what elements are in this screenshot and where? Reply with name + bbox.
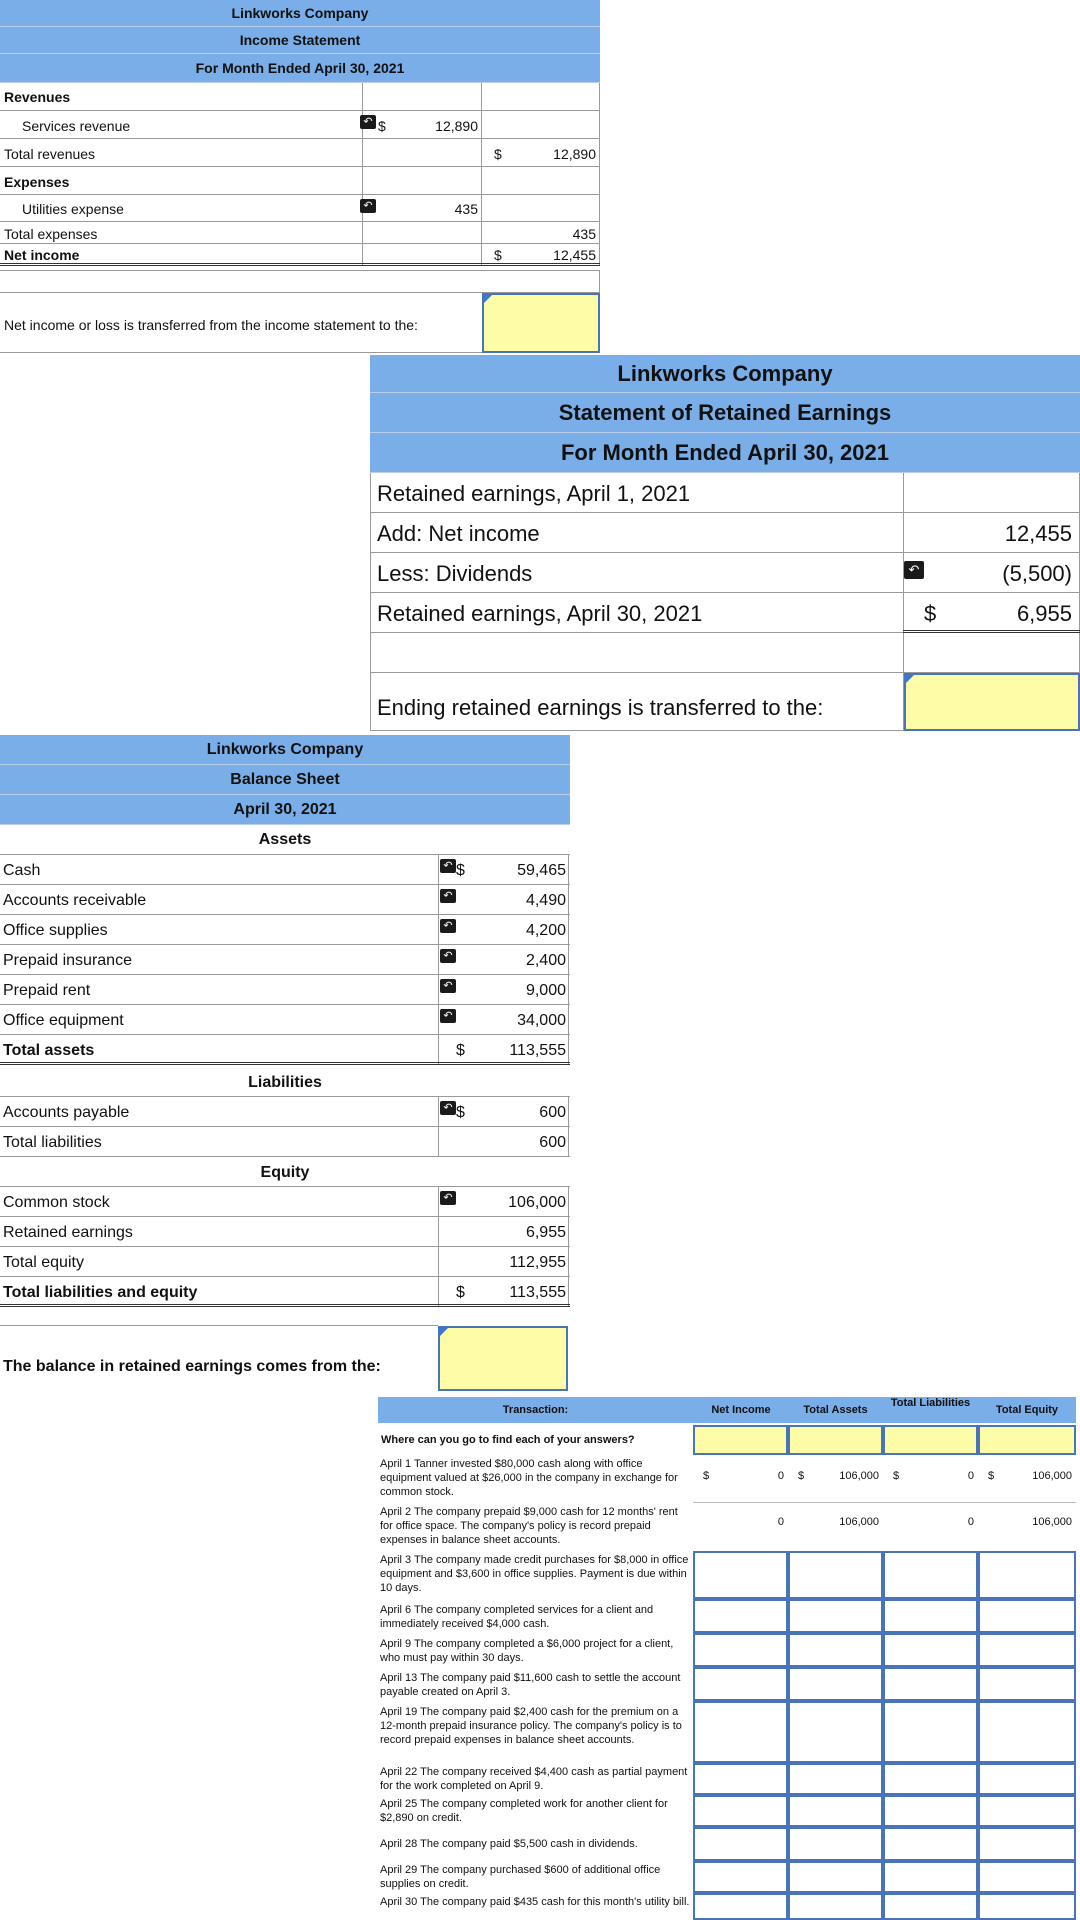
dropdown-arrow-icon[interactable]: ↶ bbox=[440, 979, 456, 993]
transaction-text: April 29 The company purchased $600 of additional office supplies on credit. bbox=[380, 1864, 661, 1890]
where-net-income-input[interactable] bbox=[693, 1425, 788, 1455]
retained-period: For Month Ended April 30, 2021 bbox=[370, 433, 1080, 473]
total-liabilities-value[interactable]: 0 bbox=[967, 1516, 974, 1528]
total-liabilities-input[interactable] bbox=[883, 1551, 978, 1599]
transaction-text: April 30 The company paid $435 cash for this month's utility bill. bbox=[380, 1896, 690, 1908]
total-liabilities-input[interactable] bbox=[883, 1827, 978, 1861]
asset-value[interactable]: 59,465 bbox=[517, 862, 566, 879]
total-equity-cell bbox=[978, 1455, 1076, 1503]
total-assets-input[interactable] bbox=[788, 1667, 883, 1701]
retained-end-label: Retained earnings, April 30, 2021 bbox=[377, 601, 703, 626]
asset-label: Office supplies bbox=[3, 922, 108, 939]
total-equity-cell bbox=[978, 1503, 1076, 1551]
transaction-text: April 2 The company prepaid $9,000 cash for 12 months' rent for office space. The company's policy is record prepaid expenses in balance sheet accounts. bbox=[380, 1506, 678, 1546]
retained-company: Linkworks Company bbox=[370, 355, 1080, 393]
total-assets-input[interactable] bbox=[788, 1827, 883, 1861]
total-expenses-value[interactable]: 435 bbox=[572, 226, 596, 242]
income-statement bbox=[0, 0, 600, 355]
asset-label: Prepaid insurance bbox=[3, 952, 132, 969]
total-le-value[interactable]: 113,555 bbox=[509, 1284, 566, 1301]
asset-label: Prepaid rent bbox=[3, 982, 91, 999]
total-assets-input[interactable] bbox=[788, 1893, 883, 1920]
income-period: For Month Ended April 30, 2021 bbox=[0, 54, 600, 83]
total-liabilities-input[interactable] bbox=[883, 1701, 978, 1763]
where-total-equity-input[interactable] bbox=[978, 1425, 1076, 1455]
common-stock-label: Common stock bbox=[3, 1194, 110, 1211]
transaction-text: April 3 The company made credit purchases for $8,000 in office equipment and $3,600 in office supplies. Payment is due within 10 days. bbox=[380, 1554, 689, 1594]
transaction-text: April 28 The company paid $5,500 cash in dividends. bbox=[380, 1838, 638, 1850]
total-le-label: Total liabilities and equity bbox=[3, 1284, 198, 1301]
total-liabilities-input[interactable] bbox=[883, 1893, 978, 1920]
total-equity-input[interactable] bbox=[978, 1701, 1076, 1763]
equity-heading: Equity bbox=[0, 1159, 570, 1187]
dollar-sign: $ bbox=[703, 1470, 710, 1482]
total-equity-value[interactable]: 112,955 bbox=[509, 1254, 566, 1271]
total-revenues-label: Total revenues bbox=[4, 146, 96, 162]
total-assets-value[interactable]: 106,000 bbox=[839, 1516, 879, 1528]
total-equity-input[interactable] bbox=[978, 1893, 1076, 1920]
total-assets-input[interactable] bbox=[788, 1763, 883, 1795]
header-total-liabilities: Total Liabilities bbox=[890, 1397, 971, 1409]
asset-value[interactable]: 9,000 bbox=[525, 982, 566, 999]
services-revenue-value[interactable]: 12,890 bbox=[435, 118, 478, 134]
revenues-heading: Revenues bbox=[4, 89, 71, 105]
income-title: Income Statement bbox=[0, 27, 600, 54]
retained-begin-label: Retained earnings, April 1, 2021 bbox=[377, 481, 691, 506]
dropdown-arrow-icon[interactable]: ↶ bbox=[440, 949, 456, 963]
net-income-input[interactable] bbox=[693, 1599, 788, 1633]
net-income-input[interactable] bbox=[693, 1893, 788, 1920]
where-total-assets-input[interactable] bbox=[788, 1425, 883, 1455]
retained-earnings-label: Retained earnings bbox=[3, 1224, 133, 1241]
add-net-income-value[interactable]: 12,455 bbox=[1004, 521, 1072, 546]
total-assets-dollar: $ bbox=[456, 1042, 465, 1059]
total-le-dollar: $ bbox=[456, 1284, 465, 1301]
less-dividends-label: Less: Dividends bbox=[377, 561, 533, 586]
asset-value[interactable]: 4,200 bbox=[525, 922, 566, 939]
asset-label: Cash bbox=[3, 862, 41, 879]
total-liabilities-value[interactable]: 600 bbox=[539, 1134, 566, 1151]
dropdown-arrow-icon[interactable]: ↶ bbox=[440, 1191, 456, 1205]
header-transaction: Transaction: bbox=[502, 1404, 569, 1416]
dollar-sign: $ bbox=[893, 1470, 900, 1482]
asset-value[interactable]: 2,400 bbox=[525, 952, 566, 969]
total-assets-input[interactable] bbox=[788, 1633, 883, 1667]
total-expenses-label: Total expenses bbox=[4, 226, 98, 242]
dollar-sign: $ bbox=[988, 1470, 995, 1482]
net-income-input[interactable] bbox=[693, 1667, 788, 1701]
balance-title: Balance Sheet bbox=[0, 765, 570, 795]
total-revenues-value[interactable]: 12,890 bbox=[553, 146, 596, 162]
transaction-text: April 9 The company completed a $6,000 project for a client, who must pay within 30 days. bbox=[380, 1638, 674, 1664]
utilities-expense-label: Utilities expense bbox=[22, 201, 124, 217]
dropdown-arrow-icon[interactable]: ↶ bbox=[904, 561, 924, 579]
dollar-sign: $ bbox=[798, 1470, 805, 1482]
transaction-text: April 6 The company completed services for a client and immediately received $4,000 cash. bbox=[380, 1604, 654, 1630]
dropdown-arrow-icon[interactable]: ↶ bbox=[360, 199, 376, 213]
income-transfer-answer[interactable] bbox=[482, 293, 600, 353]
dropdown-arrow-icon[interactable]: ↶ bbox=[440, 859, 456, 873]
balance-date: April 30, 2021 bbox=[0, 795, 570, 825]
total-assets-input[interactable] bbox=[788, 1861, 883, 1893]
total-equity-input[interactable] bbox=[978, 1827, 1076, 1861]
total-equity-input[interactable] bbox=[978, 1763, 1076, 1795]
balance-company: Linkworks Company bbox=[0, 735, 570, 765]
total-liabilities-value[interactable]: 0 bbox=[967, 1470, 974, 1482]
utilities-expense-value[interactable]: 435 bbox=[454, 201, 478, 217]
retained-earnings-statement bbox=[370, 355, 1080, 731]
total-assets-cell bbox=[788, 1455, 883, 1503]
transaction-text: April 25 The company completed work for another client for $2,890 on credit. bbox=[380, 1798, 668, 1824]
net-income-input[interactable] bbox=[693, 1861, 788, 1893]
income-transfer-question: Net income or loss is transferred from the income statement to the: bbox=[4, 317, 418, 333]
net-income-input[interactable] bbox=[693, 1763, 788, 1795]
net-income-input[interactable] bbox=[693, 1633, 788, 1667]
net-income-label: Net income bbox=[4, 247, 80, 263]
total-assets-label: Total assets bbox=[3, 1042, 95, 1059]
balance-sheet bbox=[0, 735, 570, 1395]
total-liabilities-input[interactable] bbox=[883, 1795, 978, 1827]
total-liabilities-input[interactable] bbox=[883, 1599, 978, 1633]
total-equity-value[interactable]: 106,000 bbox=[1032, 1516, 1072, 1528]
asset-dollar: $ bbox=[456, 862, 465, 879]
total-assets-input[interactable] bbox=[788, 1701, 883, 1763]
total-equity-label: Total equity bbox=[3, 1254, 84, 1271]
total-revenues-dollar: $ bbox=[494, 146, 502, 162]
net-income-input[interactable] bbox=[693, 1795, 788, 1827]
retained-source-answer[interactable] bbox=[438, 1326, 568, 1391]
total-equity-input[interactable] bbox=[978, 1551, 1076, 1599]
total-liabilities-input[interactable] bbox=[883, 1667, 978, 1701]
retained-transfer-answer[interactable] bbox=[904, 673, 1080, 731]
services-revenue-label: Services revenue bbox=[22, 118, 131, 134]
total-assets-cell bbox=[788, 1503, 883, 1551]
total-equity-input[interactable] bbox=[978, 1599, 1076, 1633]
add-net-income-label: Add: Net income bbox=[377, 521, 540, 546]
dropdown-arrow-icon[interactable]: ↶ bbox=[440, 889, 456, 903]
total-liabilities-cell bbox=[883, 1455, 978, 1503]
total-assets-value[interactable]: 113,555 bbox=[509, 1042, 566, 1059]
total-liabilities-cell bbox=[883, 1503, 978, 1551]
transaction-rows bbox=[378, 1455, 1076, 1920]
total-liabilities-input[interactable] bbox=[883, 1861, 978, 1893]
assets-heading: Assets bbox=[0, 825, 570, 855]
retained-end-dollar: $ bbox=[924, 601, 937, 626]
income-company: Linkworks Company bbox=[0, 0, 600, 27]
header-total-equity: Total Equity bbox=[995, 1404, 1059, 1416]
total-liabilities-label: Total liabilities bbox=[3, 1134, 102, 1151]
liabilities-heading: Liabilities bbox=[0, 1069, 570, 1097]
where-total-liabilities-input[interactable] bbox=[883, 1425, 978, 1455]
header-total-assets: Total Assets bbox=[803, 1404, 868, 1416]
accounts-payable-label: Accounts payable bbox=[3, 1104, 130, 1121]
retained-title: Statement of Retained Earnings bbox=[370, 393, 1080, 433]
net-income-input[interactable] bbox=[693, 1701, 788, 1763]
accounts-payable-value[interactable]: 600 bbox=[539, 1104, 566, 1121]
net-income-value[interactable]: 12,455 bbox=[553, 247, 596, 263]
expenses-heading: Expenses bbox=[4, 174, 70, 190]
where-label: Where can you go to find each of your answers? bbox=[381, 1434, 635, 1446]
net-income-input[interactable] bbox=[693, 1827, 788, 1861]
total-equity-input[interactable] bbox=[978, 1633, 1076, 1667]
common-stock-value[interactable]: 106,000 bbox=[508, 1194, 566, 1211]
transaction-text: April 19 The company paid $2,400 cash for the premium on a 12-month prepaid insurance policy. The company's policy is to record prepaid expenses in balance sheet accounts. bbox=[380, 1706, 682, 1746]
asset-label: Accounts receivable bbox=[3, 892, 147, 909]
net-income-dollar: $ bbox=[494, 247, 502, 263]
header-net-income: Net Income bbox=[711, 1404, 771, 1416]
retained-earnings-value[interactable]: 6,955 bbox=[525, 1224, 566, 1241]
asset-value[interactable]: 4,490 bbox=[525, 892, 566, 909]
transaction-text: April 22 The company received $4,400 cash as partial payment for the work completed on April 9. bbox=[380, 1766, 688, 1792]
transactions-table bbox=[378, 1397, 1076, 1920]
total-equity-input[interactable] bbox=[978, 1861, 1076, 1893]
services-revenue-dollar: $ bbox=[378, 118, 386, 134]
transaction-text: April 1 Tanner invested $80,000 cash along with office equipment valued at $26,000 in the company in exchange for common stock. bbox=[380, 1458, 678, 1498]
total-equity-input[interactable] bbox=[978, 1795, 1076, 1827]
accounts-payable-dollar: $ bbox=[456, 1104, 465, 1121]
total-liabilities-input[interactable] bbox=[883, 1763, 978, 1795]
less-dividends-value[interactable]: (5,500) bbox=[1002, 561, 1072, 586]
total-equity-value[interactable]: 106,000 bbox=[1032, 1470, 1072, 1482]
dropdown-arrow-icon[interactable]: ↶ bbox=[360, 115, 376, 129]
retained-transfer-question: Ending retained earnings is transferred to the: bbox=[377, 695, 824, 720]
retained-source-question: The balance in retained earnings comes from the: bbox=[3, 1358, 381, 1375]
net-income-cell bbox=[693, 1455, 788, 1503]
total-assets-input[interactable] bbox=[788, 1551, 883, 1599]
net-income-cell bbox=[693, 1503, 788, 1551]
net-income-value[interactable]: 0 bbox=[777, 1516, 784, 1528]
total-assets-input[interactable] bbox=[788, 1795, 883, 1827]
net-income-value[interactable]: 0 bbox=[777, 1470, 784, 1482]
total-liabilities-input[interactable] bbox=[883, 1633, 978, 1667]
dropdown-arrow-icon[interactable]: ↶ bbox=[440, 919, 456, 933]
net-income-input[interactable] bbox=[693, 1551, 788, 1599]
total-assets-value[interactable]: 106,000 bbox=[839, 1470, 879, 1482]
asset-value[interactable]: 34,000 bbox=[517, 1012, 566, 1029]
dropdown-arrow-icon[interactable]: ↶ bbox=[440, 1009, 456, 1023]
total-assets-input[interactable] bbox=[788, 1599, 883, 1633]
dropdown-arrow-icon[interactable]: ↶ bbox=[440, 1101, 456, 1115]
retained-end-value[interactable]: 6,955 bbox=[1016, 601, 1072, 626]
asset-label: Office equipment bbox=[3, 1012, 124, 1029]
transaction-text: April 13 The company paid $11,600 cash to settle the account payable created on April 3. bbox=[380, 1672, 681, 1698]
total-equity-input[interactable] bbox=[978, 1667, 1076, 1701]
